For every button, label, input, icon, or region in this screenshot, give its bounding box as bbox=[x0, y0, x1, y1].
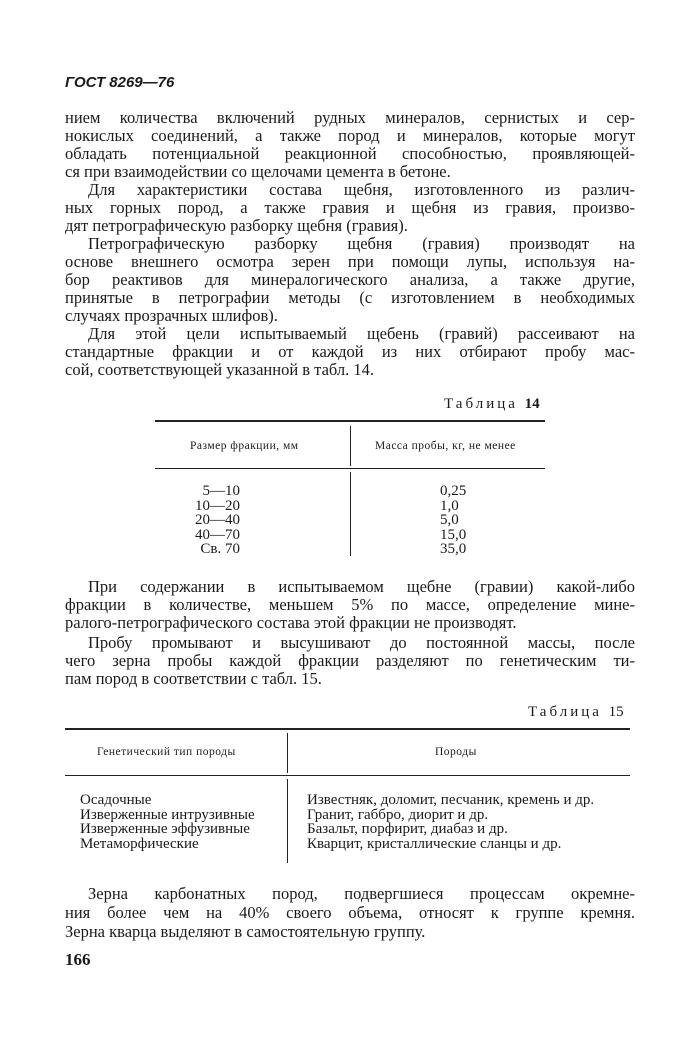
text-line: обладать потенциальной реакционной способностью, проявляющей- bbox=[65, 144, 635, 163]
table-cell: 10—20 bbox=[195, 497, 240, 514]
text-line: ся при взаимодействии со щелочами цемента в бетоне. bbox=[65, 162, 451, 181]
header-rule bbox=[155, 468, 545, 469]
text-line: стандартные фракции и от каждой из них отбирают пробу мас- bbox=[65, 342, 635, 361]
table-cell: Известняк, доломит, песчаник, кремень и др. bbox=[307, 792, 595, 808]
table-cell: 20—40 bbox=[195, 512, 240, 529]
column-divider bbox=[287, 779, 288, 863]
table-cell: Метаморфические bbox=[80, 835, 199, 852]
table-top-rule bbox=[155, 420, 545, 422]
text-line: ралого-петрографического состава этой фракции не производят. bbox=[65, 613, 517, 632]
text-line: ных горных пород, а также гравия и щебня из гравия, произво- bbox=[65, 198, 635, 217]
text-line: случаях прозрачных шлифов). bbox=[65, 306, 278, 325]
column-header: Размер фракции, мм bbox=[190, 440, 299, 452]
table-cell: 1,0 bbox=[440, 497, 459, 514]
header-rule bbox=[65, 775, 630, 776]
table-top-rule bbox=[65, 728, 630, 730]
column-header: Породы bbox=[435, 746, 477, 758]
text-line: основе внешнего осмотра зерен при помощи лупы, используя на- bbox=[65, 252, 635, 271]
text-line: чего зерна пробы каждой фракции разделяют по генетическим ти- bbox=[65, 651, 635, 670]
document-header: ГОСТ 8269—76 bbox=[65, 74, 175, 91]
table-cell: 5,0 bbox=[440, 512, 459, 529]
rocks-column bbox=[307, 793, 594, 851]
text-line: пам пород в соответствии с табл. 15. bbox=[65, 669, 322, 688]
text-line: Для этой цели испытываемый щебень (гравий) рассеивают на bbox=[88, 324, 635, 343]
column-header: Генетический тип породы bbox=[97, 746, 236, 758]
column-divider bbox=[350, 426, 351, 466]
column-divider bbox=[287, 733, 288, 773]
table-cell: Изверженные эффузивные bbox=[80, 821, 250, 838]
text-line: нокислых соединений, а также пород и минералов, которые могут bbox=[65, 126, 635, 145]
table-15-caption: Таблица 15 bbox=[528, 704, 624, 720]
table-cell: 40—70 bbox=[195, 526, 240, 543]
text-line: бор реактивов для минералогического анализа, а также другие, bbox=[65, 270, 635, 289]
page-number: 166 bbox=[65, 950, 91, 969]
table-cell: Базальт, порфирит, диабаз и др. bbox=[307, 821, 508, 838]
fraction-column bbox=[180, 484, 240, 557]
text-line: Для характеристики состава щебня, изготовленного из различ- bbox=[88, 180, 635, 199]
table-cell: Св. 70 bbox=[200, 541, 240, 558]
text-line: Пробу промывают и высушивают до постоянной массы, после bbox=[88, 633, 635, 652]
text-line: Зерна кварца выделяют в самостоятельную группу. bbox=[65, 922, 426, 941]
text-line: Петрографическую разборку щебня (гравия) производят на bbox=[88, 234, 635, 253]
table-cell: Гранит, габбро, диорит и др. bbox=[307, 806, 489, 823]
table-cell: 15,0 bbox=[440, 526, 467, 543]
table-cell: Изверженные интрузивные bbox=[80, 806, 255, 823]
text-line: Зерна карбонатных пород, подвергшиеся процессам окремне- bbox=[88, 884, 635, 903]
column-divider bbox=[350, 472, 351, 556]
mass-column bbox=[440, 484, 466, 557]
table-cell: 0,25 bbox=[440, 483, 467, 499]
text-line: При содержании в испытываемом щебне (гравии) какой-либо bbox=[88, 577, 635, 596]
text-line: сой, соответствующей указанной в табл. 14. bbox=[65, 360, 375, 379]
table-cell: 35,0 bbox=[440, 541, 467, 558]
rock-type-column bbox=[80, 793, 255, 851]
text-line: ния более чем на 40% своего объема, относят к группе кремня. bbox=[65, 903, 635, 922]
column-header: Масса пробы, кг, не менее bbox=[375, 440, 516, 452]
text-line: фракции в количестве, меньшем 5% по массе, определение мине- bbox=[65, 595, 635, 614]
text-line: нием количества включений рудных минералов, сернистых и сер- bbox=[65, 108, 635, 127]
table-cell: Осадочные bbox=[80, 792, 152, 808]
table-14-caption: Таблица 14 bbox=[444, 396, 540, 412]
text-line: принятые в петрографии методы (с изготовлением в необходимых bbox=[65, 288, 635, 307]
table-cell: Кварцит, кристаллические сланцы и др. bbox=[307, 835, 562, 852]
table-cell: 5—10 bbox=[202, 483, 240, 499]
text-line: дят петрографическую разборку щебня (гравия). bbox=[65, 216, 408, 235]
